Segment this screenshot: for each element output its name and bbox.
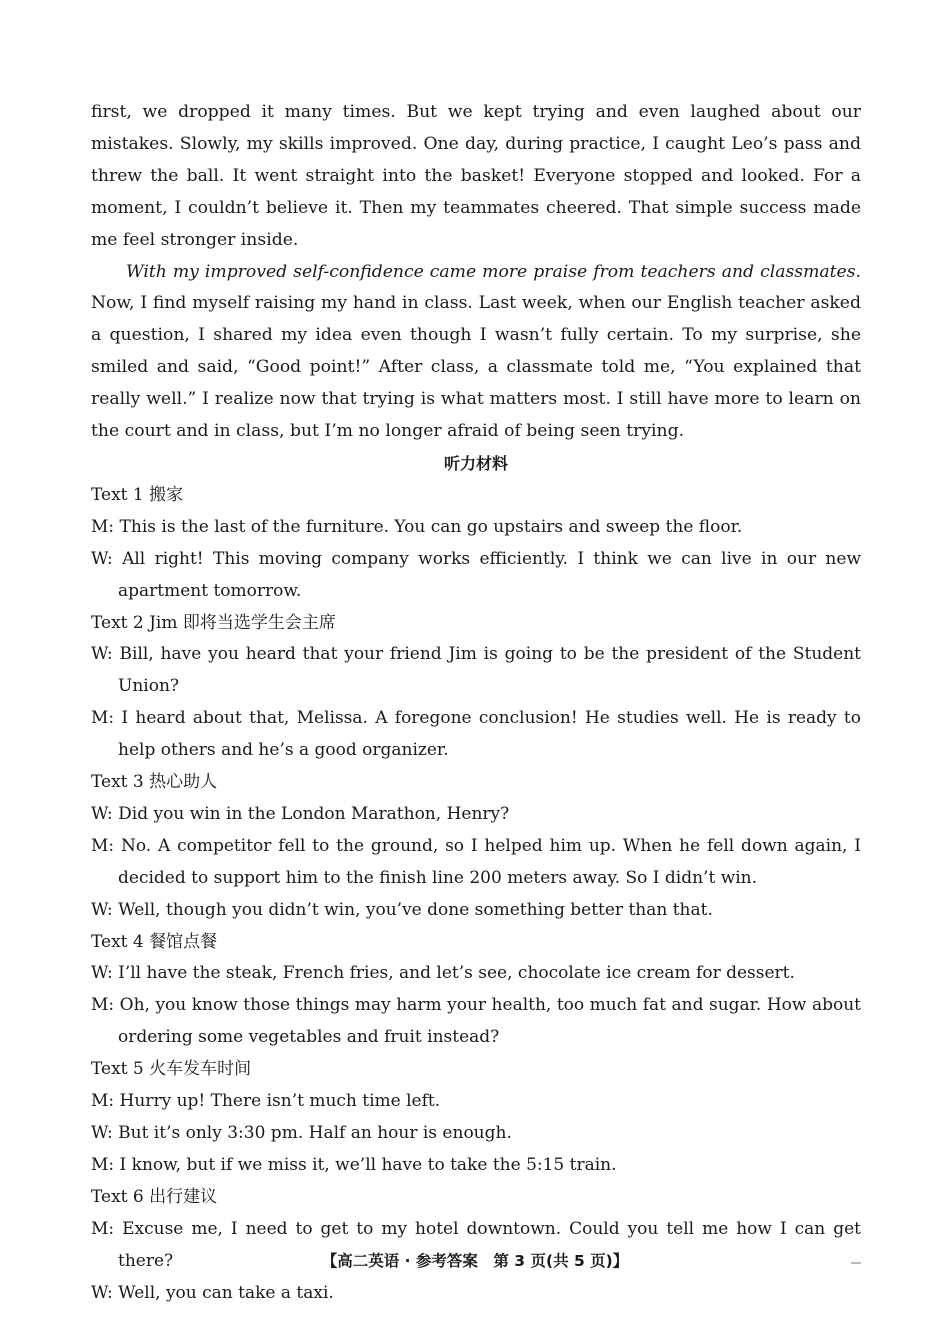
- page-footer: 【高二英语 · 参考答案 第 3 页(共 5 页)】: [321, 1252, 629, 1270]
- listening-text-1: [91, 480, 861, 608]
- page-body: [91, 97, 861, 1309]
- essay-paragraph-2-lead: With my improved self-confidence came more praise from teachers and classmates.: [126, 261, 861, 282]
- essay-paragraph-2: [91, 257, 861, 448]
- text-heading: Text 5 火车发车时间: [91, 1059, 252, 1080]
- dialogue-line: W: Bill, have you heard that your friend Jim is going to be the president of the Student Union?: [91, 644, 861, 697]
- listening-text-3: [91, 767, 861, 927]
- essay-paragraph-1: first, we dropped it many times. But we kept trying and even laughed about our mistakes. Slowly, my skills improved. One day, during practice, I caught Leo’s pass and threw the ball. It went straight into the basket! Everyone stopped and looked. For a moment, I couldn’t believe it. Then my teammates cheered. That simple success made me feel stronger inside.: [91, 102, 861, 250]
- listening-text-4: [91, 927, 861, 1055]
- listening-section-title: 听力材料: [443, 453, 508, 473]
- dialogue-line: W: Did you win in the London Marathon, Henry?: [91, 803, 510, 824]
- text-heading: Text 3 热心助人: [91, 772, 218, 793]
- dialogue-line: M: Hurry up! There isn’t much time left.: [91, 1091, 441, 1112]
- text-heading: Text 4 餐馆点餐: [91, 931, 218, 952]
- dialogue-line: M: Excuse me, I need to get to my hotel downtown. Could you tell me how I can get there?: [91, 1218, 861, 1271]
- text-heading: Text 2 Jim 即将当选学生会主席: [91, 612, 336, 633]
- text-heading: Text 6 出行建议: [91, 1186, 218, 1207]
- text-heading: Text 1 搬家: [91, 484, 184, 505]
- dialogue-line: W: But it’s only 3:30 pm. Half an hour is enough.: [91, 1123, 512, 1143]
- dialogue-line: M: I heard about that, Melissa. A foregone conclusion! He studies well. He is ready to help others and he’s a good organizer.: [91, 708, 861, 761]
- dialogue-line: M: No. A competitor fell to the ground, so I helped him up. When he fell down again, I decided to support him to the finish line 200 meters away. So I didn’t win.: [91, 835, 861, 888]
- dialogue-line: W: I’ll have the steak, French fries, and let’s see, chocolate ice cream for dessert.: [91, 963, 795, 984]
- scan-mark: [851, 1262, 861, 1264]
- listening-text-6: [91, 1182, 861, 1310]
- listening-text-5: [91, 1054, 861, 1182]
- dialogue-line: M: Oh, you know those things may harm your health, too much fat and sugar. How about ordering some vegetables and fruit instead?: [91, 995, 861, 1048]
- dialogue-line: W: Well, you can take a taxi.: [91, 1282, 334, 1303]
- dialogue-line: M: I know, but if we miss it, we’ll have to take the 5:15 train.: [91, 1154, 617, 1175]
- dialogue-line: W: Well, though you didn’t win, you’ve done something better than that.: [91, 899, 713, 920]
- listening-text-2: [91, 608, 861, 768]
- dialogue-line: M: This is the last of the furniture. You can go upstairs and sweep the floor.: [91, 516, 743, 537]
- essay-paragraph-2-rest: Now, I find myself raising my hand in class. Last week, when our English teacher asked a question, I shared my idea even though I wasn’t fully certain. To my surprise, she smiled and said, “Good point!” After class, a classmate told me, “You explained that really well.” I realize now that trying is what matters most. I still have more to learn on the court and in class, but I’m no longer afraid of being seen trying.: [91, 293, 861, 442]
- dialogue-line: W: All right! This moving company works efficiently. I think we can live in our new apartment tomorrow.: [91, 548, 861, 601]
